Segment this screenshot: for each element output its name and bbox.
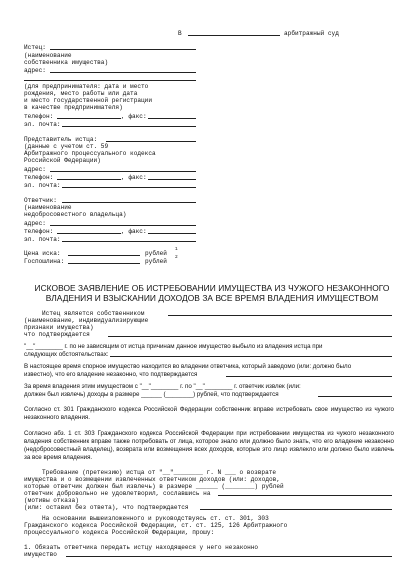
court-suffix: арбитражный суд bbox=[284, 30, 339, 37]
document-title bbox=[22, 283, 402, 304]
representative-address-field[interactable] bbox=[50, 166, 196, 172]
representative-hint: (данные с учетом ст. 59 bbox=[24, 143, 109, 150]
claim-line: Требование (претензию) истца от "__"________ г. N ___ о возврате bbox=[42, 469, 277, 476]
basis-line: На основании вышеизложенного и руководствуясь ст. ст. 301, 303 bbox=[42, 515, 269, 522]
representative-hint: Арбитражного процессуального кодекса bbox=[24, 150, 156, 157]
basis-line: Гражданского кодекса Российской Федерации, ст. ст. 125, 126 Арбитражного bbox=[24, 522, 288, 529]
defendant-phone-label: телефон: bbox=[24, 228, 54, 235]
date-line: следующих обстоятельствах: bbox=[24, 351, 109, 358]
plaintiff-address-label: адрес: bbox=[24, 67, 46, 74]
p2-proof-field[interactable] bbox=[318, 391, 392, 397]
defendant-name-field[interactable] bbox=[62, 197, 196, 203]
p2-line: За время владения этим имуществом с "__"________ г. по "__"________ г. ответчик извлек (или: bbox=[24, 383, 301, 390]
footnote-2: 2 bbox=[175, 255, 178, 260]
defendant-hint: (наименование bbox=[24, 204, 72, 211]
circumstances-field[interactable] bbox=[110, 351, 392, 357]
claim-price-currency: рублей bbox=[145, 250, 167, 257]
representative-name-field[interactable] bbox=[106, 136, 196, 142]
court-prefix: В bbox=[178, 30, 182, 37]
request-line: имущество bbox=[24, 551, 57, 558]
duty-field[interactable] bbox=[68, 258, 140, 264]
defendant-address-label: адрес: bbox=[24, 220, 46, 227]
defendant-email-label: эл. почта: bbox=[24, 236, 61, 243]
claim-line: имущества и о возмещении извлеченных ответчиком доходов (или: доходов, bbox=[24, 476, 280, 483]
plaintiff-fax-field[interactable] bbox=[148, 113, 196, 119]
court-name-field[interactable] bbox=[188, 30, 280, 36]
owner-hint: признаки имущества) bbox=[24, 324, 94, 331]
plaintiff-hint: (для предпринимателя: дата и место bbox=[24, 83, 149, 90]
representative-address-label: адрес: bbox=[24, 166, 46, 173]
plaintiff-hint: рождения, место работы или дата bbox=[24, 90, 138, 97]
request-line: 1. Обязать ответчика передать истцу находящееся у него незаконно bbox=[24, 544, 259, 551]
court-header bbox=[178, 30, 339, 38]
paragraph-art-303: Согласно абз. 1 ст. 303 Гражданского кодекса Российской Федерации при истребовании имущества из чужого незаконного владения собственник вправе также потребовать от лица, которое знало или должно было знать, что его владение незаконно (недобросовестный владелец), возврата или возмещения всех доходов, которые это лицо извлекло или должно было извлечь за все время владения. bbox=[24, 430, 394, 461]
claim-line: ответчик добровольно не удовлетворил, сославшись на bbox=[24, 490, 211, 497]
owner-confirm: что подтверждается bbox=[24, 331, 90, 338]
representative-hint: Российской Федерации) bbox=[24, 157, 101, 164]
defendant-label: Ответчик: bbox=[24, 197, 57, 204]
plaintiff-address-field-2[interactable] bbox=[24, 75, 196, 81]
duty-currency: рублей bbox=[145, 258, 167, 265]
claim-line: (или: оставил без ответа), что подтверждается bbox=[24, 504, 189, 511]
plaintiff-phone-label: телефон: bbox=[24, 113, 54, 120]
plaintiff-phone-field[interactable] bbox=[57, 113, 121, 119]
claim-line: которые ответчик должен был извлечь) в размере ______ (________) рублей bbox=[24, 483, 284, 490]
defendant-fax-label: , факс: bbox=[121, 228, 147, 235]
plaintiff-name-field[interactable] bbox=[50, 44, 196, 50]
refusal-reason-field[interactable] bbox=[218, 490, 392, 496]
plaintiff-address-field[interactable] bbox=[50, 67, 196, 73]
representative-email-label: эл. почта: bbox=[24, 182, 61, 189]
plaintiff-email-label: эл. почта: bbox=[24, 121, 61, 128]
owner-property-field[interactable] bbox=[168, 310, 392, 316]
claim-proof-field[interactable] bbox=[200, 504, 392, 510]
plaintiff-label: Истец: bbox=[24, 44, 46, 51]
plaintiff-hint: собственника имущества) bbox=[24, 59, 109, 66]
p2-line: должен был извлечь) доходы в размере ______ (________) рублей, что подтверждается bbox=[24, 391, 279, 398]
representative-phone-label: телефон: bbox=[24, 174, 54, 181]
p1-line: известно), что его владение незаконно, что подтверждается bbox=[24, 371, 198, 378]
representative-email-field[interactable] bbox=[62, 182, 196, 188]
plaintiff-hint: в качестве предпринимателя) bbox=[24, 104, 123, 111]
plaintiff-fax-label: , факс: bbox=[121, 113, 147, 120]
defendant-fax-field[interactable] bbox=[148, 228, 196, 234]
claim-line: (мотивы отказа) bbox=[24, 497, 79, 504]
owner-line: Истец является собственником bbox=[42, 310, 145, 317]
footnote-1: 1 bbox=[175, 247, 178, 252]
claim-price-field[interactable] bbox=[68, 250, 140, 256]
p1-proof-field[interactable] bbox=[226, 371, 392, 377]
owner-hint: (наименование, индивидуализирующие bbox=[24, 317, 149, 324]
plaintiff-hint: (наименование bbox=[24, 52, 72, 59]
representative-fax-label: , факс: bbox=[121, 174, 147, 181]
plaintiff-hint: и место государственной регистрации bbox=[24, 97, 152, 104]
defendant-email-field[interactable] bbox=[62, 236, 196, 242]
representative-phone-field[interactable] bbox=[57, 174, 121, 180]
duty-label: Госпошлина: bbox=[24, 258, 65, 265]
title-line-1: ИСКОВОЕ ЗАЯВЛЕНИЕ ОБ ИСТРЕБОВАНИИ ИМУЩЕСТВА ИЗ ЧУЖОГО НЕЗАКОННОГО bbox=[34, 283, 390, 293]
representative-fax-field[interactable] bbox=[148, 174, 196, 180]
paragraph-art-301: Согласно ст. 301 Гражданского кодекса Российской Федерации собственник вправе истребовать свое имущество из чужого незаконного владения. bbox=[24, 406, 394, 421]
claim-price-label: Цена иска: bbox=[24, 250, 61, 257]
plaintiff-email-field[interactable] bbox=[62, 121, 196, 127]
title-line-2: ВЛАДЕНИЯ И ВЗЫСКАНИИ ДОХОДОВ ЗА ВСЕ ВРЕМЯ ВЛАДЕНИЯ ИМУЩЕСТВОМ bbox=[45, 293, 379, 304]
date-line: "__"________ г. по не зависящим от истца причинам данное имущество выбыло из владения истца при bbox=[24, 343, 323, 350]
basis-line: процессуального кодекса Российской Федерации, прошу: bbox=[24, 529, 215, 536]
representative-label: Представитель истца: bbox=[24, 136, 98, 143]
owner-confirm-field[interactable] bbox=[108, 331, 392, 337]
defendant-hint: недобросовестного владельца) bbox=[24, 211, 127, 218]
p1-line: В настоящее время спорное имущество находится во владении ответчика, который заведомо (или: должно было bbox=[24, 363, 352, 370]
defendant-address-field[interactable] bbox=[50, 220, 196, 226]
request-property-field[interactable] bbox=[66, 551, 392, 557]
defendant-phone-field[interactable] bbox=[57, 228, 121, 234]
